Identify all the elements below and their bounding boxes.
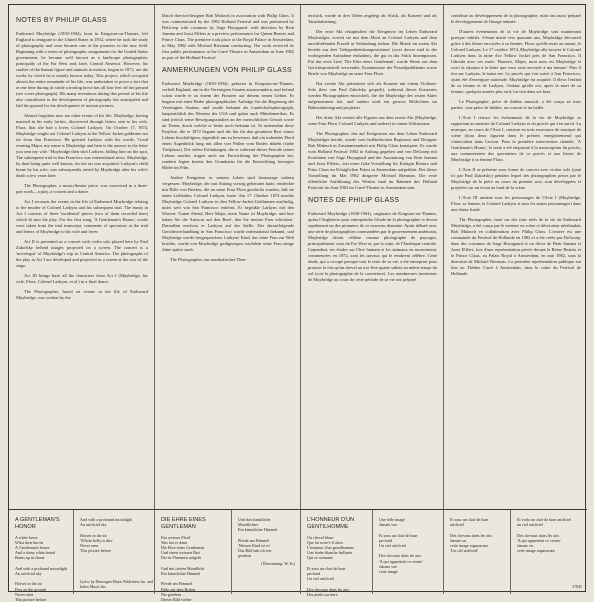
para: L'Acte II se présente sous forme de concert avec violon solo (joué ici par Paul Zukofsky) pendant lequel des photographies prises par le Muybridge de la pièce au cours du premier acte, sont développées et projetées sur un écran au fond de la scène. <box>451 167 581 190</box>
para: Le Photographe, pièce de théâtre musical, a été conçu en trois parties : une pièce de théâtre, un concert et un ballet. <box>451 99 581 110</box>
lyrics-english-a <box>9 510 73 602</box>
para: Eadweard Muybridge (1830-1904), geboren in Kingston-on-Thames, verließ England, um in die Vereinigten Staaten auszuwandern, und befand schon wurde er zu einem der Pioniere auf diesem neuen Gebiet. Er begann mit einer Reihe photographischer Aufträge für die Regierung der Vereinigten Staaten, und wurde bekannt als Landschaftsphotograph, hauptsächlich des Westens der USA und später auch Mittelamerikas. Es sind jedoch seine Bewegungsstudien an der menschlichen Gestalt sowie an Tieren, durch welche er heute noch bekannt ist. Er unternahm diese Projekte, die er 1872 begann und die ihn für den gesamten Rest seines Lebens beschäftigten, eigentlich um zu beweisen, daß ein trabendes Pferd einen Augenblick lang mit allen vier Füßen vom Boden abhebt (siehe Titelphoto). Die vielen Erfindungen, die er während dieser Periode seines Lebens machte, trugen auch zur Entwicklung der Photographie bei, sondern legten bereits den Grundstein für die Entwicklung bewegter Bilder im Film. <box>162 81 294 170</box>
lyric-line: Des pieds sur terre <box>307 591 338 597</box>
lyric-line: 'Wessen Kind ist es' <box>238 543 271 549</box>
lyric-line: Ein künstlicher Himmel <box>161 571 201 577</box>
heading-notes-english: NOTES BY PHILIP GLASS <box>16 17 107 24</box>
lyric-line: A Gentleman's honor <box>15 545 50 550</box>
translation-note: (Übersetzung: W. St.) <box>261 562 295 566</box>
lyrics-title-english: A GENTLEMAN'S HONOR <box>15 517 60 530</box>
lyrics-french-b <box>372 510 443 594</box>
lyric-line: Pferde am Himmel <box>238 537 270 543</box>
lyric-line: What then has he <box>15 539 44 545</box>
lyrics-german-a <box>154 510 231 602</box>
lyric-line: Et sous un clair de lune <box>307 565 346 571</box>
para: L'Acte I retrace les événements de la vie de Muybridge se rapportant au meurtre du Colonel Larkyns et du procès qui s'en suivit. La musique, au cours de l'Acte I, consiste en trois morceaux de musique de scène (dont deux figurent dans le présent enregistrement) qui s'intercalent dans l'action. Pour la première intervention chantée, 'A Gentleman's Honor', le texte a été emprunté à la transcription du procès, aux commentaires des spectateurs de ce procès et aux lettres de Muybridge à sa femme Flora. <box>451 115 581 162</box>
lyric-line: Never seen <box>80 543 99 549</box>
lyric-line: Jamais vue <box>379 522 398 528</box>
lyric-line: Horses in the air <box>80 532 107 538</box>
lyric-line: Nie gesehen <box>161 591 182 597</box>
lyric-line: Pferde am Himmel <box>161 581 193 587</box>
lyric-line: Und mit tiefem Mondlicht <box>161 565 205 571</box>
lyric-line: Und einen weissen Bart <box>161 550 200 556</box>
para: D'autres événements de la vie de Muybridge sont maintenant presque oubliés. S'étant marié vers quarante ans, Muybridge découvrit grâce à des lettres envoyées à sa femme, Flora, qu'elle avait un amant, le Colonel Larkyns. Le 17 octobre 1874, Muybridge alla trouver le Colonel Larkyns dans la mine d'or Yellow Jacket près de San Francisco. Il l'aborda avec ces mots: 'Bonsoir, Major, mon nom est Muybridge et voici la réponse à la lettre que vous avez envoyée à ma femme.' Puis il tira sur Larkyns, le tuant net. Le procès qui s'en suivit à San Francisco, ayant été d'envergure nationale. Muybridge fut acquitté. Il éleva l'enfant de sa femme et de Larkyns, l'enfant qu'elle eut, après la mort de sa femme, quelques années plus tard, lui vint dans ses bras. <box>451 29 581 94</box>
lyric-line: Ein weisses Pferd <box>161 534 191 540</box>
lyrics-lines <box>161 535 227 602</box>
lyric-line: 'Whose belly is this' <box>80 537 113 543</box>
lyric-line: An artificial sky <box>80 522 107 528</box>
para: L'Acte III ramène tous les personnages de l'Acte I (Muybridge, Flora, sa femme, le Colonel Larkyns et tous les autres personnages) dans une danse finale. <box>451 195 581 212</box>
lyric-line: Et sous un clair de lune <box>450 517 489 522</box>
column-german-french <box>300 5 443 509</box>
lyrics-french-c <box>443 510 510 594</box>
lyric-line: And a shiny white beard <box>15 550 56 556</box>
lyric-line: Der in Flammen aufgeht <box>161 555 202 561</box>
lyric-line: Un ciel artificiel <box>379 543 406 549</box>
lyric-line: And with a profound moonlight <box>15 565 68 571</box>
lyrics-lines <box>15 535 69 602</box>
para: Andere Ereignisse in seinem Leben sind heutzutage nahezu vergessen. Muybridge, der mit Anfang vierzig geheiratet hatte, entdeckte mit Hilfe von Briefen, die an seine Frau Flora geschickt wurden, daß sie einen Liebhaber, Colonel Larkyns, hatte. Am 17. Oktober 1874 machte Muybridge Colonel Larkyns in den Yellow-Jacket-Goldminen ausfindig, nicht weit von San Francisco entfernt. Er begrüßte Larkyns mit den Worten: 'Guten Abend, Herr Major, mein Name ist Muybridge, und hier haben Sie die Antwort auf den Brief, den Sie meiner Frau schickten.' Daraufhin erschoss er Larkyns auf der Stelle. Der darauffolgende Gerichtsverhandlung in San Francisco wurde international bekannt, und Muybridge wurde freigesprochen. Larkyns' Kind, das seine Frau zur Welt brachte, wurde von Muybridge großgezogen, nachdem seine Frau einige Jahre später starb. <box>162 175 294 252</box>
lyric-line: Die Ehre eines Gentleman <box>161 545 205 550</box>
lyrics-lines <box>517 517 583 553</box>
para: Der dritte Akt vereint alle Figuren aus dem ersten Akt (Muybridge, seine Frau Flora, Colonel Larkyns und andere) in einem Schlusstanz. <box>308 115 437 126</box>
lyric-line: A white horse <box>15 534 38 540</box>
catalog-code: 37845 <box>572 584 582 589</box>
lyric-line: gesehen <box>238 553 252 559</box>
lyric-line: cette image auparavant <box>450 543 488 549</box>
lyric-line: Und das künstlicher <box>238 517 271 522</box>
lyrics-french-a <box>300 510 372 597</box>
lyric-line: artificiel <box>450 522 464 528</box>
para: Act III brings back all the characters from Act I (Muybridge, his wife, Flora, Colonel Larkyns, et al.) in a final dance. <box>16 273 148 284</box>
para: terstück, wurde in drei Teilen angelegt als Stück, als Konzert und als Tanzdarbietung. <box>308 13 437 24</box>
lyric-line: Feet on the ground <box>15 586 46 592</box>
para: Eadweard Muybridge (1830-1904), born in Kingston-on-Thames, left England to emigrate to the United States in 1852, where he took the study of photography and soon became one of the pioneers in the new field. Beginning with a series of photographic assignments for the United States government, he became well known as a landscape photographer, principally of the Far West and, later, Central America. However, his studies of the human figure and animals in motion, begun in 1872, are the works by which he is mainly known today. This project, which occupied almost the entire remainder of his life, was undertaken to prove a fact that at one time during its stride a trotting horse has all four feet off the ground (see cover photograph). His many inventions during this period of his life also contributed to the development of photography but anticipated and laid the ground for the development of motion pictures. <box>16 31 148 108</box>
column-english-german <box>154 5 300 509</box>
lyric-line: L'honneur d'un gentilhomme <box>307 545 355 550</box>
para: Dutch director/designer Rob Malasch in association with Philip Glass. It was commissioned by the 1982 Holland Festival and was performed by DeGroep with costumes by Aage Hoyagaard. with direction by Rein Jansma and Joost Elffers at a preview performance for Queen Beatrix and Prince Claus. The premiere took place at the Royal Palace in Amsterdam, in May 1982 with Michael Riesman conducting. The work received its first public performance at the Carré Theatre in Amsterdam in June 1982 as part of the Holland Festival. <box>162 13 294 60</box>
lyric-line: Et sous un clair de lune <box>379 532 418 538</box>
lyric-line: Das Bild hab ich nie <box>238 548 272 554</box>
lyric-line: cette image auparavant <box>517 548 555 554</box>
lyric-line: profond <box>379 537 392 543</box>
para: The Photographer, a music/theater piece, was conceived in a three-part work—a play, a concert and a dance. <box>16 183 148 194</box>
para: The Photographer, ein musikalisches Thea- <box>170 257 247 262</box>
lyric-line: Un cheval blanc <box>307 534 334 540</box>
lyric-line: Was hat er dann <box>161 539 188 545</box>
column-french <box>443 5 587 509</box>
lyric-line: An artificial sky <box>15 571 42 577</box>
lyric-line: This picture before <box>80 548 112 554</box>
lyric-line: Jamais vue <box>379 563 398 569</box>
liner-notes-sheet <box>8 4 586 602</box>
lyric-line: profond <box>307 571 320 577</box>
lyric-line: Des chevaux dans les airs <box>517 532 560 538</box>
lyrics-lines <box>379 517 439 574</box>
lyric-line: Un ciel artificiel <box>307 576 334 582</box>
lyrics-lines <box>307 535 368 597</box>
lyrics-lines <box>450 517 506 553</box>
copyright-note: Lyrics by Dunvagen Music Publishers Inc. and Index Music Inc. <box>80 580 153 590</box>
lyric-line: Jamais vu <box>517 543 534 549</box>
lyric-line: And with a profound moonlight <box>80 517 133 522</box>
heading-notes-german: ANMERKUNGEN VON PHILIP GLASS <box>162 67 293 74</box>
lyric-line: Horses in the air <box>15 581 42 587</box>
lyric-line: Dieses Bild vorher <box>161 597 192 602</box>
lyrics-title-german: DIE EHRE EINES GENTLEMAN <box>161 517 206 530</box>
lyric-line: Füße auf dem Boden <box>161 586 196 592</box>
lyric-line: Des chevaux dans les airs <box>450 532 493 538</box>
lyrics-english-b <box>73 510 154 594</box>
lyrics-strip <box>9 509 587 602</box>
lyric-line: Une telle image <box>379 517 405 522</box>
lyric-line: Ein künstlicher Himmel <box>238 527 278 533</box>
para: The Photographer, based on events in the life of Eadweard Muybridge, was written by the <box>16 289 148 300</box>
lyrics-lines <box>80 517 150 553</box>
lyric-line: Des chevaux dans les airs <box>379 553 422 559</box>
para: The Photographer, das auf Ereignissen aus dem Leben Eadweard Muybridges beruht, wurde vom holländischen Regisseur und Designer Rob Malasch in Zusammenarbeit mit Philip Glass konzipiert. Es wurde vom Holland Festival 1982 in Auftrag gegeben und von DeGroep mit Kostümen von Aage Hoyagaard und der Ausstattung von Rein Jansma und Joost Elffers—bei einer Gala-Vorstellung für Königin Beatrix und Prinz Claus im Königlichen Palast in Amsterdam aufgeführt. Bei dieser Vorstellung im Mai 1982 dirigierte Michael Riesman. Die erste öffentliche Aufführung des Werkes fand im Rahmen des Holland Festivals im Juni 1982 im Carré-Theater in Amsterdam statt. <box>308 131 437 190</box>
lyric-line: Burns up in flame <box>15 555 45 561</box>
lyric-line: un ciel artificiel <box>517 522 543 528</box>
para: Act II is presented as a concert with violin solo played here by Paul Zukofsky behind images projected on a screen. The concert is a 'travelogue' of Muybridge's trip to Central America. The photographs of the play in Act I are developed and projected as a screen at the rear of the stage. <box>16 239 148 268</box>
lyric-line: 'A qui appartient ce ventre' <box>379 558 423 564</box>
lyrics-title-french: L'HONNEUR D'UN GENTILHOMME <box>307 517 355 530</box>
lyric-line: Qui se consume <box>307 555 334 561</box>
para: Eadweard Muybridge (1830-1904), originaire de Kingston-on-Thames, quitta l'Angleterre pour entreprendre l'étude de la photographie et devint rapidement un des pionniers de ce nouveau domaine. Ayant débuté avec une série de photographies commandées par le gouvernement américain, Muybridge devint célèbre comme photographe de paysages, principalement ceux du Far West et, par la suite, de l'Amérique centrale. Cependant, ses études sur l'être humain et les animaux en mouvement, commencées en 1872, sont les travaux qui le rendirent célèbre. Cette étude, qui a occupé presque tout le reste de sa vie, a été entreprise pour prouver le fait qu'un cheval au trot lève quatre sabots en même temps du sol (voir la photographie de la couverture). Les nombreuses inventions de Muybridge au cours de cette période de sa vie ont préparé <box>308 211 438 282</box>
lyric-line: Que lui reste-t-il alors <box>307 539 344 545</box>
lyric-line: 'Un ciel artificiel' <box>450 548 479 554</box>
lyrics-german-b <box>231 510 300 594</box>
lyrics-lines <box>238 517 296 559</box>
para: Der zweite Akt präsentiert sich als Konzert mit einem Violinen-Solo (hier von Paul Zukofsky gespielt), während dieses Konzertes werden Photographien entwickelt, die der Muybridge des ersten Aktes aufgenommen hat, und zudem wird ein grosses Bildschirm im Bühnenhintergrund projiziert. <box>308 81 437 110</box>
lyric-line: Mondlichter <box>238 522 259 528</box>
lyric-line: Des chevaux dans les airs <box>307 586 350 592</box>
para: contribué au développement de la photographie, mais ont aussi préparé le développement de l'image animée. <box>451 13 581 24</box>
lyric-line: Jamais vu <box>450 537 467 543</box>
lyric-line: Et voila un clair de lune artificiel <box>517 517 572 522</box>
lyric-line: 'A qui appartient ce ventre' <box>517 537 561 543</box>
lyric-line: This picture before <box>15 597 47 602</box>
heading-notes-french: NOTES DE PHILIP GLASS <box>308 197 400 204</box>
lyric-line: Une barbe blanche brillante <box>307 550 353 556</box>
column-english-notes <box>9 5 154 509</box>
para: The Photographer, basé sur des faits réels de la vie de Eadweard Muybridge, a été conçu par le metteur en scène et décorateur néerlandais Rob Malasch en collaboration avec Philip Glass. L'oeuvre est une commande du Festival de Hollande en 1982 et a été créée par DeGroep, dans des costumes de Aage Hoyagaard et un décor de Rein Jansma et Joost Elffers, lors d'une représentation privée devant la Reine Beatrix et le Prince Claus, au Palais Royal à Amsterdam, en mai 1982, sous la direction de Michael Riesman. La première représentation publique eut lieu au Théâtre Carré à Amsterdam, dans le cadre du Festival de Hollande. <box>451 217 581 276</box>
lyrics-french-d <box>510 510 587 594</box>
para: Der erste Akt rekapituliert die Ereignisse im Leben Eadweard Muybridges, soweit sie mit dem Mord an Colonel Larkyns und dem anschließenden Prozeß in Verbindung stehen. Die Musik im ersten Akt besteht aus drei 'Gelegenheitskompositionen' (zwei davon sind in der vorliegenden Aufnahme enthalten), die gut in das Stück hineinpassen. Für das erste Lied, 'Die Ehre eines Gentleman', wurde Worte aus dem Gerichtsprotokoll verwendet, Kommentare der Prozeßpublikums sowie Briefe von Muybridge an seine Frau Flora. <box>308 29 437 76</box>
lyric-line: cette image <box>379 569 398 575</box>
lyric-line: Never seen <box>15 591 34 597</box>
para: Almost forgotten now are other events of his life. Muybridge, having married in his early forties, discovered through letters sent to his wife, Flora, that she had a lover, Colonel Larkyns. On October 17, 1874, Muybridge sought out Colonel Larkyns at the Yellow Jacket goldmine not far from San Francisco. He greeted Larkyns with the words, 'Good evening Major, my name is Muybridge and here is the answer to the letter you sent my wife.' Muybridge then shot Larkyns, killing him on the spot. The subsequent trial in San Francisco was international news. Muybridge, by then being quite well known, for the act was acquitted. Larkyns's child borne by his wife, was subsequently raised by Muybridge after his wife's death a few years later. <box>16 113 148 178</box>
para: Act I recounts the events in the life of Eadweard Muybridge relating to the murder of Colonel Larkyns and his subsequent trial. The music in Act I consists of three 'incidental' pieces (two of them recorded here) which fit into the play. For the first song, 'A Gentleman's Honor,' words were taken from the trial transcript, comments of spectators at the trial and letters of Muybridge to his wife and lover. <box>16 199 148 234</box>
